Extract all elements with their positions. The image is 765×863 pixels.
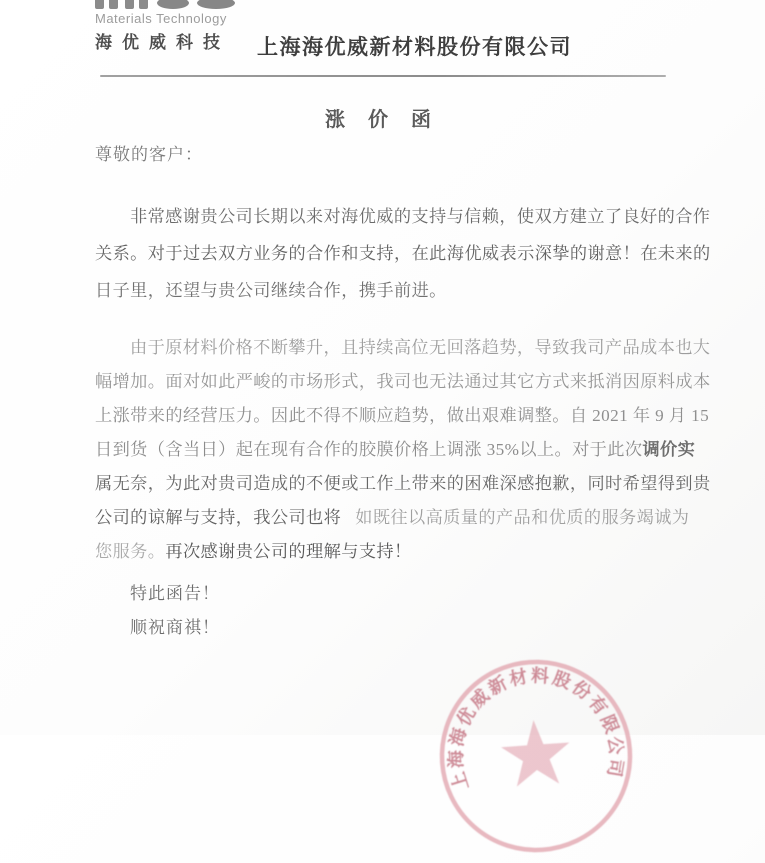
logo-shape	[157, 0, 189, 9]
logo-tagline-chinese: 海优威科技	[95, 33, 230, 52]
paragraph-1	[95, 198, 710, 309]
body-line	[95, 535, 710, 569]
company-logo-letters-cropped	[95, 0, 245, 9]
salutation: 尊敬的客户：	[95, 145, 203, 164]
body-segment-bold: 调价实	[642, 440, 696, 459]
body-line: 上涨带来的经营压力。因此不得不顺应趋势，做出艰难调整。自 2021 年 9 月 15	[95, 406, 710, 425]
body-line: 非常感谢贵公司长期以来对海优威的支持与信赖，使双方建立了良好的合作	[130, 207, 711, 226]
body-segment-faded: 如既往以高质量的产品和优质的服务竭诚为	[355, 508, 690, 527]
body-segment-faded: 您服务。	[95, 542, 166, 561]
seal-arc-text: 上海海优威新材料股份有限公司	[445, 665, 627, 793]
body-line	[95, 433, 710, 467]
logo-shape	[109, 0, 118, 9]
closing-notice: 特此函告！	[130, 584, 220, 603]
body-line: 由于原材料价格不断攀升，且持续高位无回落趋势，导致我司产品成本也大	[130, 338, 711, 357]
logo-tagline-english: Materials Technology	[95, 11, 227, 26]
logo-shape	[95, 0, 104, 9]
logo-shape	[197, 0, 235, 9]
body-line: 幅增加。面对如此严峻的市场形式，我司也无法通过其它方式来抵消因原料成本	[95, 372, 711, 391]
body-line: 日子里，还望与贵公司继续合作，携手前进。	[95, 281, 447, 300]
body-line: 属无奈，为此对贵司造成的不便或工作上带来的困难深感抱歉，同时希望得到贵	[95, 474, 711, 493]
company-name: 上海海优威新材料股份有限公司	[257, 35, 572, 59]
body-segment: 日到货（含当日）起在现有合作的胶膜价格上调涨 35%以上。对于此次	[95, 440, 643, 459]
body-segment: 再次感谢贵公司的理解与支持！	[165, 542, 412, 561]
seal-star-icon	[499, 718, 572, 788]
logo-shape	[125, 0, 134, 9]
body-line	[95, 501, 710, 535]
letter-title: 涨 价 函	[325, 109, 440, 131]
closing-greeting: 顺祝商祺！	[130, 618, 220, 637]
header-divider	[100, 75, 666, 77]
logo-shape	[139, 0, 148, 9]
paragraph-2	[95, 331, 710, 569]
body-line: 关系。对于过去双方业务的合作和支持，在此海优威表示深挚的谢意！在未来的	[95, 244, 711, 263]
body-segment: 公司的谅解与支持，我公司也将	[95, 508, 342, 527]
company-seal	[429, 649, 642, 862]
